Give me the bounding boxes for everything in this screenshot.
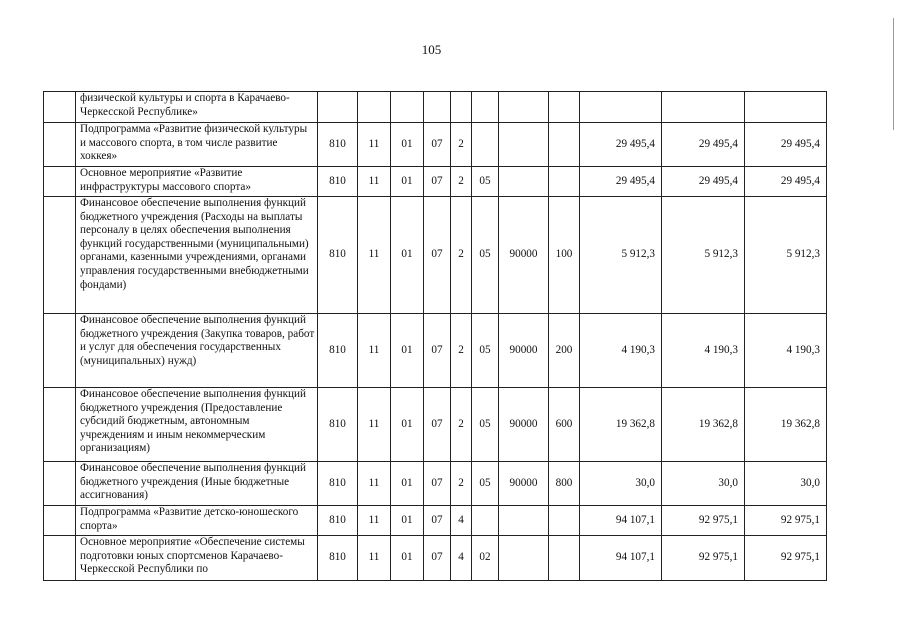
- vr-code-cell: [549, 167, 580, 197]
- csr-prog-cell: 01: [391, 388, 424, 462]
- sum-year-2-cell: 4 190,3: [662, 314, 745, 388]
- sum-year-2-cell: 92 975,1: [662, 536, 745, 581]
- row-name-cell: Основное мероприятие «Развитие инфраструктуры массового спорта»: [76, 167, 318, 197]
- sum-year-3-cell: 29 495,4: [745, 167, 827, 197]
- csr-prog-cell: 01: [391, 314, 424, 388]
- csr-main-cell: [472, 123, 499, 167]
- csr-main-cell: [472, 506, 499, 536]
- table-row: [44, 123, 827, 167]
- csr-dir-cell: [499, 167, 549, 197]
- sum-year-1-cell: 5 912,3: [580, 197, 662, 314]
- scan-edge-line: [893, 18, 894, 130]
- csr-sub2-cell: 4: [451, 536, 472, 581]
- sum-year-2-cell: 30,0: [662, 462, 745, 506]
- csr-dir-cell: 90000: [499, 388, 549, 462]
- pr-code-cell: 11: [358, 197, 391, 314]
- sum-year-2-cell: 5 912,3: [662, 197, 745, 314]
- vr-code-cell: 600: [549, 388, 580, 462]
- csr-sub-cell: 07: [424, 167, 451, 197]
- row-name-cell: Финансовое обеспечение выполнения функций бюджетного учреждения (Иные бюджетные ассигнования): [76, 462, 318, 506]
- sum-year-3-cell: [745, 92, 827, 123]
- vr-code-cell: 800: [549, 462, 580, 506]
- sum-year-1-cell: [580, 92, 662, 123]
- budget-table: [43, 91, 827, 581]
- csr-dir-cell: [499, 92, 549, 123]
- csr-sub2-cell: 2: [451, 388, 472, 462]
- csr-dir-cell: [499, 123, 549, 167]
- pr-code-cell: 11: [358, 167, 391, 197]
- row-index-cell: [44, 536, 76, 581]
- pr-code-cell: 11: [358, 314, 391, 388]
- sum-year-1-cell: 4 190,3: [580, 314, 662, 388]
- csr-main-cell: 05: [472, 314, 499, 388]
- table-row: [44, 314, 827, 388]
- csr-sub-cell: 07: [424, 388, 451, 462]
- csr-main-cell: 05: [472, 167, 499, 197]
- rz-code-cell: [318, 92, 358, 123]
- row-name-cell: Финансовое обеспечение выполнения функций бюджетного учреждения (Расходы на выплаты персоналу в целях обеспечения выполнения функций государственными (муниципальными) органами, казенными учреждениями, органами управления государственными внебюджетными фондами): [76, 197, 318, 314]
- table-row: [44, 167, 827, 197]
- csr-sub2-cell: 4: [451, 506, 472, 536]
- row-index-cell: [44, 197, 76, 314]
- row-name-cell: Финансовое обеспечение выполнения функций бюджетного учреждения (Закупка товаров, работ и услуг для обеспечения государственных (муниципальных) нужд): [76, 314, 318, 388]
- rz-code-cell: 810: [318, 506, 358, 536]
- pr-code-cell: 11: [358, 536, 391, 581]
- csr-prog-cell: 01: [391, 167, 424, 197]
- csr-dir-cell: 90000: [499, 462, 549, 506]
- table-row: [44, 92, 827, 123]
- csr-prog-cell: 01: [391, 197, 424, 314]
- csr-sub-cell: [424, 92, 451, 123]
- row-name-cell: физической культуры и спорта в Карачаево-Черкесской Республике»: [76, 92, 318, 123]
- row-index-cell: [44, 462, 76, 506]
- row-name-cell: Основное мероприятие «Обеспечение системы подготовки юных спортсменов Карачаево-Черкесской Республики по: [76, 536, 318, 581]
- csr-main-cell: 05: [472, 197, 499, 314]
- sum-year-3-cell: 92 975,1: [745, 536, 827, 581]
- rz-code-cell: 810: [318, 167, 358, 197]
- csr-prog-cell: 01: [391, 462, 424, 506]
- sum-year-2-cell: [662, 92, 745, 123]
- table-row: [44, 462, 827, 506]
- sum-year-1-cell: 94 107,1: [580, 536, 662, 581]
- rz-code-cell: 810: [318, 462, 358, 506]
- csr-dir-cell: 90000: [499, 197, 549, 314]
- sum-year-3-cell: 19 362,8: [745, 388, 827, 462]
- sum-year-1-cell: 19 362,8: [580, 388, 662, 462]
- csr-main-cell: 05: [472, 462, 499, 506]
- vr-code-cell: [549, 123, 580, 167]
- sum-year-1-cell: 30,0: [580, 462, 662, 506]
- pr-code-cell: 11: [358, 123, 391, 167]
- sum-year-2-cell: 92 975,1: [662, 506, 745, 536]
- table-row: [44, 197, 827, 314]
- row-name-cell: Подпрограмма «Развитие детско-юношеского спорта»: [76, 506, 318, 536]
- vr-code-cell: [549, 536, 580, 581]
- csr-prog-cell: 01: [391, 506, 424, 536]
- table-row: [44, 506, 827, 536]
- row-index-cell: [44, 388, 76, 462]
- pr-code-cell: 11: [358, 506, 391, 536]
- sum-year-2-cell: 29 495,4: [662, 167, 745, 197]
- row-name-cell: Подпрограмма «Развитие физической культуры и массового спорта, в том числе развитие хоккея»: [76, 123, 318, 167]
- csr-dir-cell: [499, 536, 549, 581]
- csr-sub-cell: 07: [424, 197, 451, 314]
- csr-sub2-cell: 2: [451, 314, 472, 388]
- table-row: [44, 388, 827, 462]
- csr-sub2-cell: 2: [451, 197, 472, 314]
- csr-sub2-cell: [451, 92, 472, 123]
- csr-sub-cell: 07: [424, 314, 451, 388]
- row-index-cell: [44, 314, 76, 388]
- vr-code-cell: 200: [549, 314, 580, 388]
- csr-sub-cell: 07: [424, 506, 451, 536]
- pr-code-cell: 11: [358, 462, 391, 506]
- csr-sub2-cell: 2: [451, 123, 472, 167]
- row-index-cell: [44, 92, 76, 123]
- rz-code-cell: 810: [318, 388, 358, 462]
- vr-code-cell: [549, 506, 580, 536]
- sum-year-1-cell: 29 495,4: [580, 123, 662, 167]
- sum-year-2-cell: 29 495,4: [662, 123, 745, 167]
- rz-code-cell: 810: [318, 314, 358, 388]
- csr-prog-cell: 01: [391, 536, 424, 581]
- csr-sub-cell: 07: [424, 536, 451, 581]
- vr-code-cell: [549, 92, 580, 123]
- rz-code-cell: 810: [318, 197, 358, 314]
- csr-sub-cell: 07: [424, 462, 451, 506]
- csr-prog-cell: 01: [391, 123, 424, 167]
- sum-year-3-cell: 5 912,3: [745, 197, 827, 314]
- sum-year-3-cell: 30,0: [745, 462, 827, 506]
- rz-code-cell: 810: [318, 123, 358, 167]
- sum-year-1-cell: 94 107,1: [580, 506, 662, 536]
- rz-code-cell: 810: [318, 536, 358, 581]
- csr-sub2-cell: 2: [451, 462, 472, 506]
- page-number: 105: [421, 42, 442, 57]
- csr-sub2-cell: 2: [451, 167, 472, 197]
- sum-year-1-cell: 29 495,4: [580, 167, 662, 197]
- pr-code-cell: 11: [358, 388, 391, 462]
- row-index-cell: [44, 123, 76, 167]
- sum-year-2-cell: 19 362,8: [662, 388, 745, 462]
- table-row: [44, 536, 827, 581]
- csr-main-cell: 02: [472, 536, 499, 581]
- row-name-cell: Финансовое обеспечение выполнения функций бюджетного учреждения (Предоставление субсидий бюджетным, автономным учреждениям и иным некоммерческим организациям): [76, 388, 318, 462]
- csr-prog-cell: [391, 92, 424, 123]
- row-index-cell: [44, 506, 76, 536]
- sum-year-3-cell: 92 975,1: [745, 506, 827, 536]
- sum-year-3-cell: 29 495,4: [745, 123, 827, 167]
- csr-sub-cell: 07: [424, 123, 451, 167]
- csr-dir-cell: [499, 506, 549, 536]
- vr-code-cell: 100: [549, 197, 580, 314]
- csr-main-cell: [472, 92, 499, 123]
- sum-year-3-cell: 4 190,3: [745, 314, 827, 388]
- csr-main-cell: 05: [472, 388, 499, 462]
- row-index-cell: [44, 167, 76, 197]
- csr-dir-cell: 90000: [499, 314, 549, 388]
- pr-code-cell: [358, 92, 391, 123]
